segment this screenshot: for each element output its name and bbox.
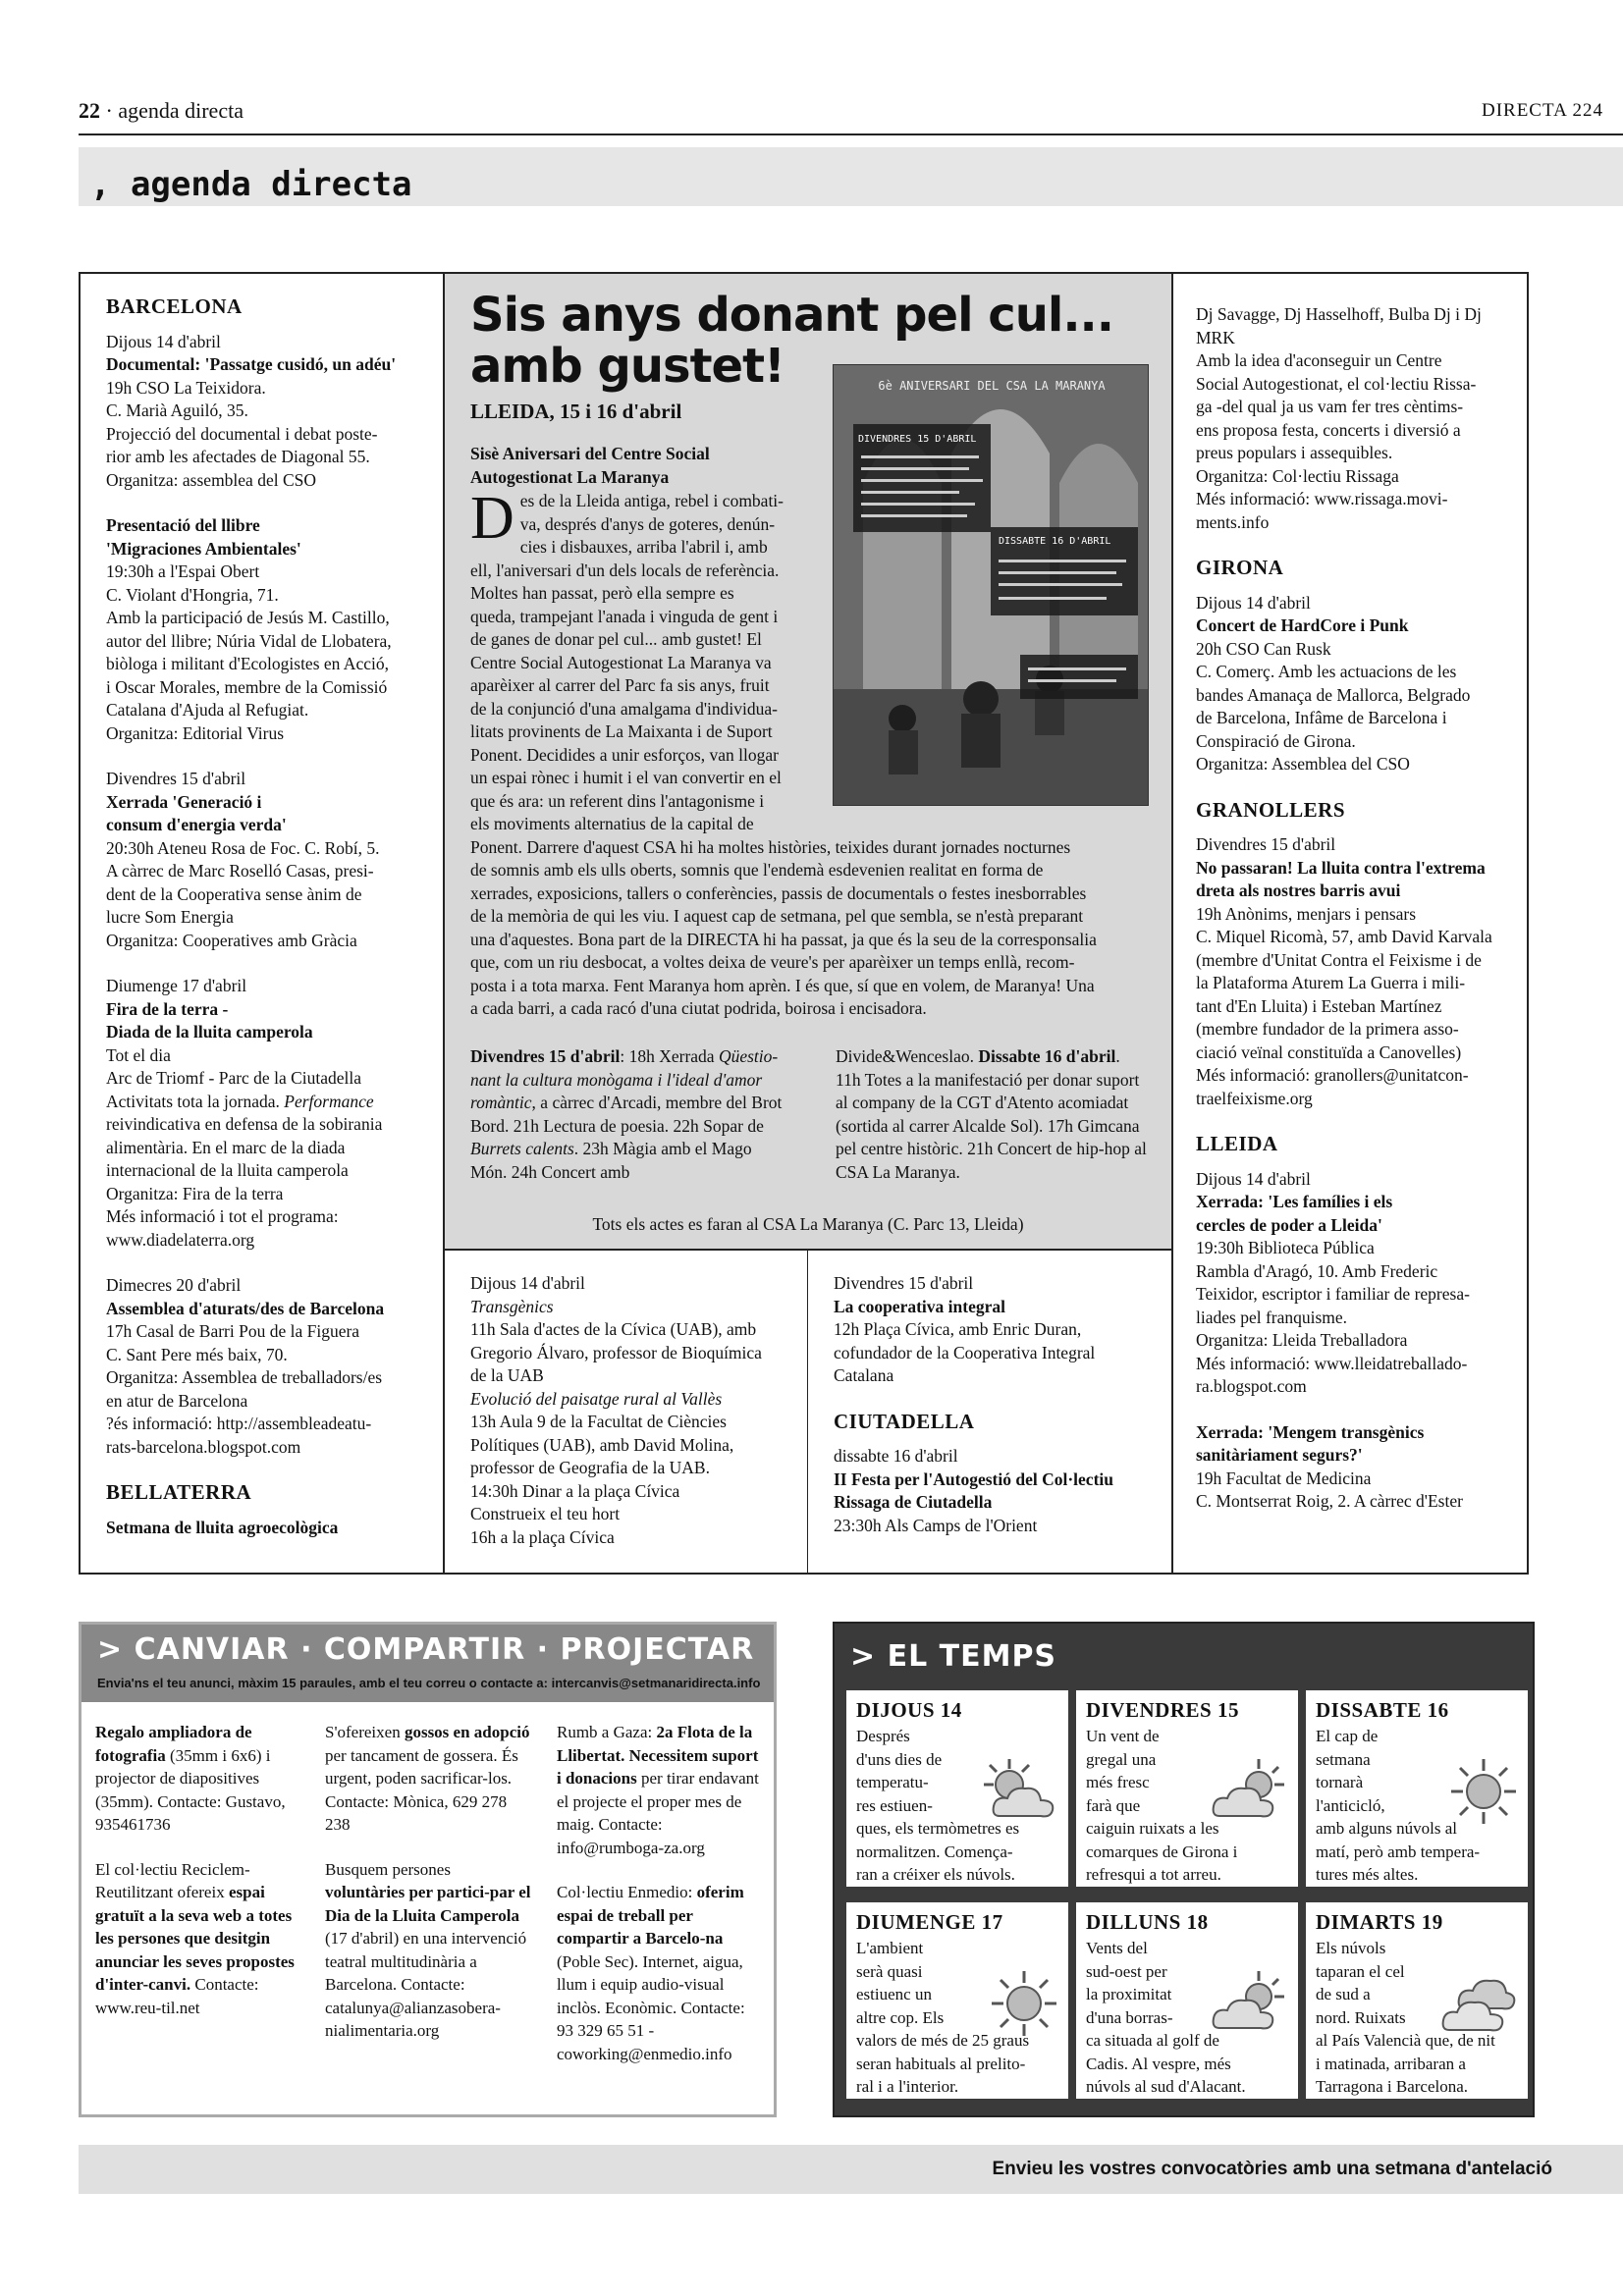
feature-body: D es de la Lleida antiga, rebel i combati- va, després d'anys de goteres, denún- cies i disbauxes, arriba l'abril i, amb ell, l'aniversari d'un dels locals de referència. Moltes han passat, però ella sempre es queda, trampejant l'anada i vinguda de gent i de ganes de donar pel cul... amb gustet! El Centre Social Autogestionat La Maranya va aparèixer al carrer del Parc fa sis anys, fruit de la conjunció d'una amalgama d'individua- litats provinents de La Maixanta i de Suport Ponent. Decidides a unir esforços, van llogar un espai rònec i humit i el van convertir en el que és ara: un referent dins l'antagonisme i els moviments alternatius de la capital de Ponent. Darrere d'aquest CSA hi ha moltes històries, teixides durant jornades nocturnes de somnis amb els ulls oberts, somnis que l'endemà esdevenien realitat en forma de xerrades, exposicions, tallers o conferències, passis de documentals o festes inesborrables de la memòria de qui les viu. I aquest cap de setmana, pel que sembla, se n'està preparant una d'aquestes. Bona part de la DIRECTA hi ha passat, ja que és la seu de la corresponsalia que, com un riu desbocat, a voltes deixa de veure's per aparèixer un temps enllà, recom- posta i a tota marxa. Fent Maranya hom aprèn. I és que, sí que en volem, de Maranya! Una a cada barri, a cada racó d'una ciutat podrida, boirosa i encisadora. [470,485,1097,1018]
classifieds-column-1 [95,1721,301,2041]
weather-day-text: Després d'uns dies de temperatu- res estiuen- ques, els termòmetres es normalitzen. Comença- ran a créixer els núvols. [856,1727,1020,1884]
agenda-column-right [1196,303,1506,1536]
agenda-column-mid-left [443,1251,808,1575]
weather-day-text: Els núvols taparan el cel de sud a nord. Ruixats al País Valencià que, de nit i matinada, arribaran a Tarragona i Barcelona. [1316,1939,1495,2096]
weather-day-name: DIVENDRES 15 [1086,1698,1239,1722]
agenda-column-left [106,295,418,1562]
classifieds-column-3 [557,1721,763,2087]
footer-bar [79,2145,1623,2194]
city-heading: BELLATERRA [106,1480,252,1504]
cloud-sun-icon [1210,1757,1288,1833]
clouds-icon [1439,1969,1518,2045]
agenda-event: Dijous 14 d'abril Documental: 'Passatge cusidó, un adéu' 19h CSO La Teixidora. C. Marià Aguiló, 35. Projecció del documental i debat poste- rior amb les afectades de Diagonal 55. Organitza: assemblea del CSO [106,331,397,490]
classified-ad: Busquem persones voluntàries per partici-par el Dia de la Lluita Camperola (17 d'abril) en una intervenció teatral multitudinària a Barcelona. Contacte: catalunya@alianzasobera-nialimentaria.org [325,1859,531,2040]
classified-ad: Rumb a Gaza: 2a Flota de la Llibertat. Necessitem suport i donacions per tirar endavant el projecte el proper mes de maig. Contacte: info@rumboga-za.org [557,1723,759,1857]
section-label: · agenda directa [105,98,243,123]
weather-day-name: DISSABTE 16 [1316,1698,1449,1722]
feature-title-line2: amb gustet! [470,339,784,394]
feature-subtitle-line1: Sisè Aniversari del Centre Social [470,444,710,463]
drop-cap: D [470,485,514,552]
classified-ad: Col·lectiu Enmedio: oferim espai de treball per compartir a Barcelo-na (Poble Sec). Internet, aigua, llum i equip audio-visual inclòs. Econòmic. Contacte: 93 329 65 51 - coworking@enmedio.info [557,1883,745,2063]
weather-day [846,1690,1068,1887]
agenda-event: Divendres 15 d'abril No passaran! La lluita contra l'extrema dreta als nostres barris avui 19h Anònims, menjars i pensars C. Miquel Ricomà, 57, amb David Karvala (membre d'Unitat Contra el Feixisme i de la Plataforma Aturem La Guerra i mili- tant d'En Lluita) i Esteban Martínez (membre fundador de la primera asso- ciació veïnal constituïda a Canovelles) Més informació: granollers@unitatcon- traelfeixisme.org [1196,834,1492,1108]
weather-day-name: DIUMENGE 17 [856,1910,1003,1934]
agenda-event: Xerrada: 'Mengem transgènics sanitàriament segurs?' 19h Facultat de Medicina C. Montserrat Roig, 2. A càrrec d'Ester [1196,1421,1463,1511]
agenda-event: Dijous 14 d'abril Xerrada: 'Les famílies i els cercles de poder a Lleida' 19:30h Biblioteca Pública Rambla d'Aragó, 10. Amb Frederic Teixidor, escriptor i familiar de represa- liades pel franquisme. Organitza: Lleida Treballadora Més informació: www.lleidatreballado- ra.blogspot.com [1196,1168,1470,1396]
classifieds-subtitle: Envia'ns el teu anunci, màxim 15 paraules, amb el teu correu o contacte a: intercanvis@setmanaridirecta.info [97,1676,761,1690]
weather-day-text: Vents del sud-oest per la proximitat d'una borras- ca situada al golf de Cadis. Al vespre, més núvols al sud d'Alacant. [1086,1939,1246,2096]
weather-day [846,1902,1068,2099]
page-header-left [79,98,243,124]
feature-subtitle-line2: Autogestionat La Maranya [470,466,670,487]
weather-day-text: El cap de setmana tornarà l'anticicló, amb alguns núvols al matí, però amb tempera- tures més altes. [1316,1727,1481,1884]
agenda-event: Dimecres 20 d'abril Assemblea d'aturats/des de Barcelona 17h Casal de Barri Pou de la Figuera C. Sant Pere més baix, 70. Organitza: Assemblea de treballadors/es en atur de Barcelona ?és informació: http://assembleadeatu- rats-barcelona.blogspot.com [106,1275,385,1457]
cloud-sun-icon [1210,1969,1288,2045]
classifieds-header [81,1625,774,1702]
agenda-column-mid-right [808,1251,1173,1575]
weather-day-name: DIJOUS 14 [856,1698,962,1722]
sun-cloud-icon [980,1757,1058,1833]
classifieds-box [79,1622,777,2117]
agenda-event: Presentació del llibre 'Migraciones Ambientales' 19:30h a l'Espai Obert C. Violant d'Hongria, 71. Amb la participació de Jesús M. Castillo, autor del llibre; Núria Vidal de Llobatera, biòloga i militant d'Ecologistes en Acció, i Oscar Morales, membre de la Comissió Catalana d'Ajuda al Refugiat. Organitza: Editorial Virus [106,515,392,743]
page-number: 22 [79,98,100,123]
section-banner-title: , agenda directa [90,165,412,204]
sun-icon [990,1969,1058,2045]
feature-place: LLEIDA, 15 i 16 d'abril [470,400,682,423]
poster-day1-text: DIVENDRES 15 D'ABRIL [858,434,977,445]
weather-day [1306,1690,1528,1887]
sun-icon [1449,1757,1518,1833]
city-heading: BARCELONA [106,294,243,318]
agenda-event: Divendres 15 d'abril La cooperativa integral 12h Plaça Cívica, amb Enric Duran, cofundador de la Cooperativa Integral Catalana [834,1273,1096,1385]
feature-footer: Tots els actes es faran al CSA La Maranya (C. Parc 13, Lleida) [592,1214,1024,1234]
section-banner [79,147,1623,206]
agenda-event: Dijous 14 d'abril Transgènics 11h Sala d'actes de la Cívica (UAB), amb Gregorio Álvaro, professor de Bioquímica de la UAB Evolució del paisatge rural al Vallès 13h Aula 9 de la Facultat de Ciències Polítiques (UAB), amb David Molina, professor de Geografia de la UAB. 14:30h Dinar a la plaça Cívica Construeix el teu hort 16h a la plaça Cívica [470,1273,762,1547]
city-heading: GRANOLLERS [1196,797,1346,822]
weather-day [1306,1902,1528,2099]
issue-label: DIRECTA 224 [1481,100,1603,121]
weather-title: > EL TEMPS [850,1639,1057,1674]
weather-day [1076,1902,1298,2099]
agenda-event: Diumenge 17 d'abril Fira de la terra - Diada de la lluita camperola Tot el dia Arc de Triomf - Parc de la Ciutadella Activitats tota la jornada. Performance reivindicativa en defensa de la sobirania alimentària. En el marc de la diada internacional de la lluita camperola Organitza: Fira de la terra Més informació i tot el programa: www.diadelaterra.org [106,976,383,1250]
weather-day [1076,1690,1298,1887]
weather-day-text: Un vent de gregal una més fresc farà que caiguin ruixats a les comarques de Girona i refresqui a tot arreu. [1086,1727,1238,1884]
city-heading: GIRONA [1196,556,1284,579]
program-friday: Divendres 15 d'abril: 18h Xerrada Qüestio-nant la cultura monògama i l'ideal d'amor romàntic, a càrrec d'Arcadi, membre del Brot Bord. 21h Lectura de poesia. 22h Sopar de Burrets calents. 23h Màgia amb el Mago Món. 24h Concert amb [470,1046,783,1182]
weather-day-text: L'ambient serà quasi estiuenc un altre cop. Els valors de més de 25 graus seran habituals al prelito- ral i a l'interior. [856,1939,1030,2096]
program-saturday: Divide&Wenceslao. Dissabte 16 d'abril. 11h Totes a la manifestació per donar suport al company de la CGT d'Atento acomiadat (sortida al carrer Alcalde Sol). 17h Gimcana pel centre històric. 21h Concert de hip-hop al CSA La Maranya. [836,1046,1147,1182]
agenda-box [79,272,1529,1575]
agenda-event: Divendres 15 d'abril Xerrada 'Generació i consum d'energia verda' 20:30h Ateneu Rosa de Foc. C. Robí, 5. A càrrec de Marc Roselló Casas, presi- dent de la Cooperativa sense ànim de lucre Som Energia Organitza: Cooperatives amb Gràcia [106,769,380,950]
agenda-event: dissabte 16 d'abril II Festa per l'Autogestió del Col·lectiu Rissaga de Ciutadella 23:30h Als Camps de l'Orient [834,1446,1113,1535]
footer-note: Envieu les vostres convocatòries amb una setmana d'antelació [992,2159,1552,2179]
classifieds-column-2 [325,1721,531,2064]
classified-ad: Regalo ampliadora de fotografia (35mm i 6x6) i projector de diapositives (35mm). Contacte: Gustavo, 935461736 [95,1723,286,1834]
classified-ad: El col·lectiu Reciclem-Reutilitzant ofereix espai gratuït a la seva web a totes les persones que desitgin anunciar les seves propostes d'inter-canvi. Contacte: www.reu-til.net [95,1859,295,2017]
header-rule [79,133,1623,135]
city-heading: LLEIDA [1196,1132,1278,1155]
weather-box [833,1622,1535,2117]
feature-subtitle [470,443,794,489]
feature-article [443,274,1173,1251]
agenda-event: Setmana de lluita agroecològica [106,1517,339,1537]
agenda-event: Dj Savagge, Dj Hasselhoff, Bulba Dj i Dj MRK Amb la idea d'aconseguir un Centre Social Autogestionat, el col·lectiu Rissa- ga -del qual ja us vam fer tres cèntims- ens proposa festa, concerts i diversió a preus populars i assequibles. Organitza: Col·lectiu Rissaga Més informació: www.rissaga.movi- ments.info [1196,304,1482,532]
poster-day2-text: DISSABTE 16 D'ABRIL [999,536,1111,547]
feature-program [470,1045,1148,1184]
weather-day-name: DIMARTS 19 [1316,1910,1443,1934]
city-heading: CIUTADELLA [834,1409,975,1433]
poster-top-text: 6è ANIVERSARI DEL CSA LA MARANYA [878,379,1106,393]
feature-title-line1: Sis anys donant pel cul... [470,288,1114,343]
agenda-event: Dijous 14 d'abril Concert de HardCore i Punk 20h CSO Can Rusk C. Comerç. Amb les actuacions de les bandes Amanaça de Mallorca, Belgrado de Barcelona, Infâme de Barcelona i Conspiració de Girona. Organitza: Assemblea del CSO [1196,592,1471,774]
weather-day-name: DILLUNS 18 [1086,1910,1209,1934]
classifieds-title: > CANVIAR · COMPARTIR · PROJECTAR [97,1632,755,1667]
classified-ad: S'ofereixen gossos en adopció per tancament de gossera. És urgent, poden sacrificar-los. Contacte: Mònica, 629 278 238 [325,1723,530,1834]
